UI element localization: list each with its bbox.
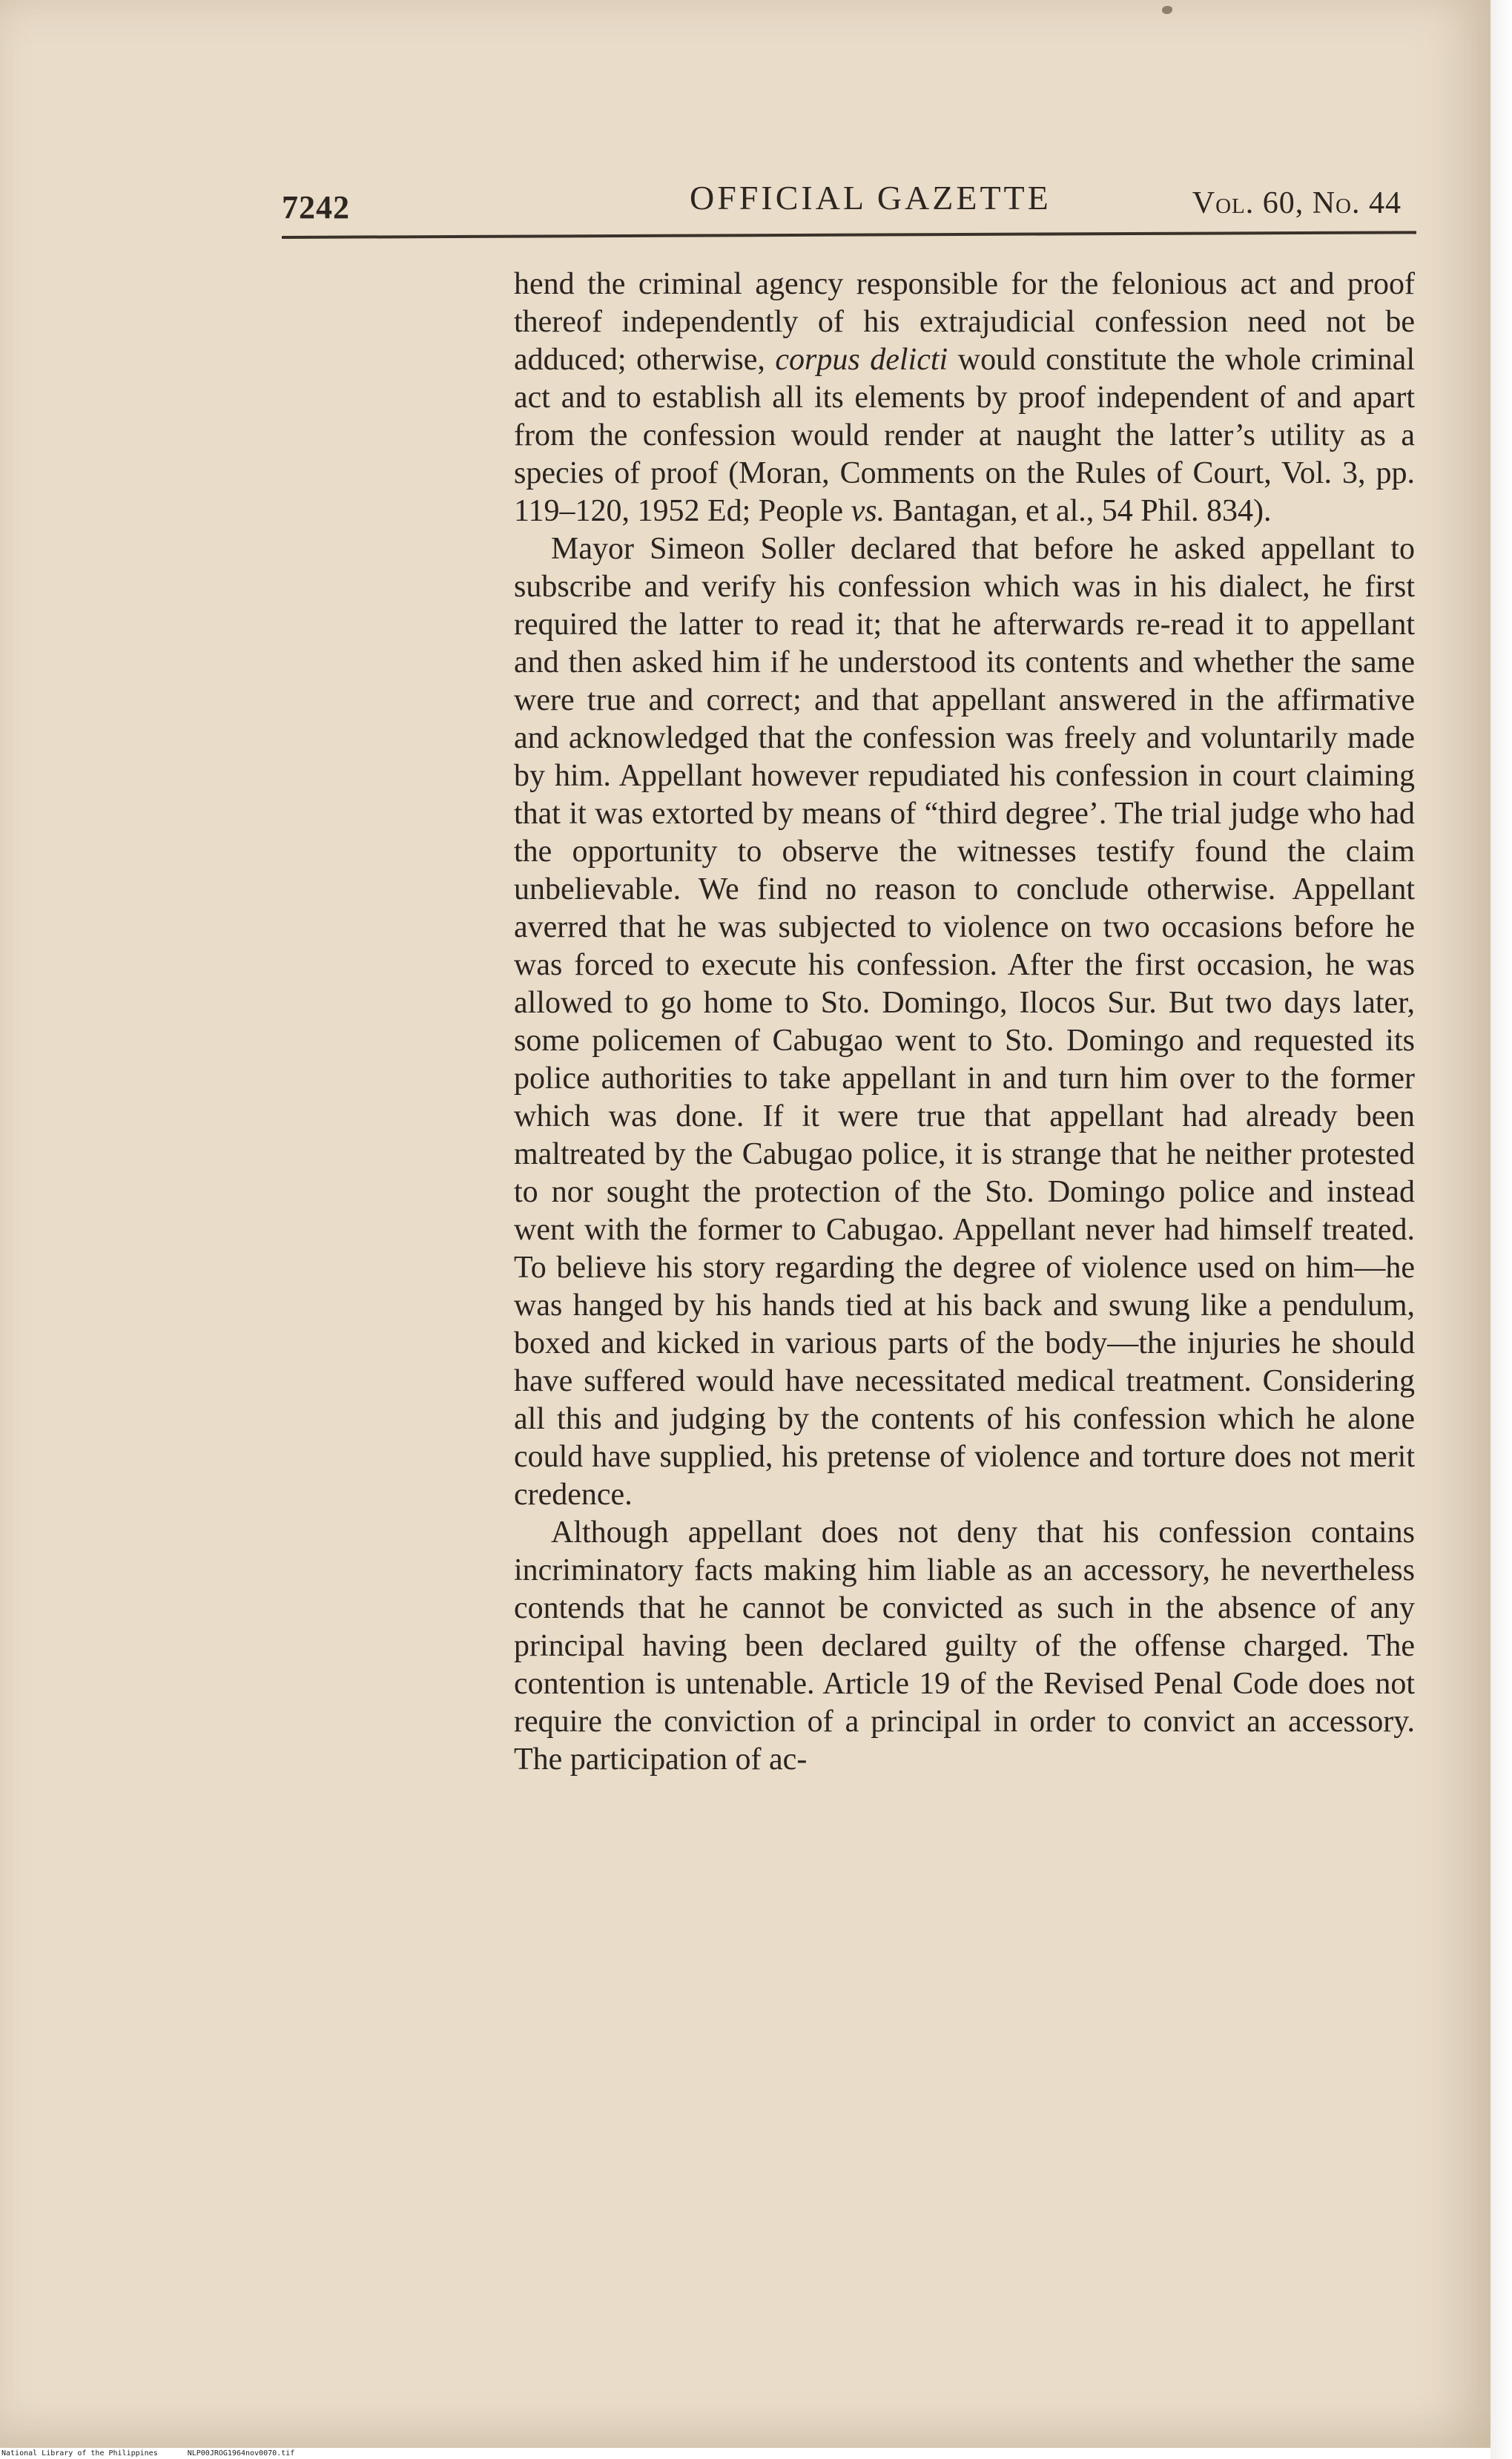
file-name: NLP00JROG1964nov0070.tif	[187, 2449, 295, 2458]
paragraph-text: hend the criminal agency responsible for the felonious act and proof thereof independently of his extrajudicial confession need not be adduced; otherwise,	[514, 267, 1415, 377]
scan-caption	[0, 2449, 294, 2459]
source-label: National Library of the Philippines	[1, 2449, 158, 2458]
italic-term: corpus delicti	[775, 343, 948, 377]
volume-issue	[1192, 185, 1402, 221]
page-number: 7242	[282, 189, 350, 226]
paragraph-text: Bantagan, et al., 54 Phil. 834).	[885, 494, 1272, 528]
running-header	[282, 178, 1409, 230]
paragraph-continued	[514, 266, 1415, 530]
header-rule	[282, 231, 1416, 239]
paragraph-mayor-testimony: Mayor Simeon Soller declared that before he asked appellant to subscribe and verify his confession which was in his dialect, he first required the latter to read it; that he afterwards re-read it to appellant and then asked him if he understood its contents and whether the same were true and correct; and that appellant answered in the affirmative and acknowledged that the confession was freely and voluntarily made by him. Appellant however repudiated his confession in court claiming that it was extorted by means of “third degree’. The trial judge who had the opportunity to observe the witnesses testify found the claim unbelievable. We find no reason to conclude otherwise. Appellant averred that he was subjected to violence on two occasions before he was forced to execute his confession. After the first occasion, he was allowed to go home to Sto. Domingo, Ilocos Sur. But two days later, some policemen of Cabugao went to Sto. Domingo and requested its police authorities to take appellant in and turn him over to the former which was done. If it were true that appellant had already been maltreated by the Cabugao police, it is strange that he neither protested to nor sought the protection of the Sto. Domingo police and instead went with the former to Cabugao. Appellant never had himself treated. To believe his story regarding the degree of violence used on him—he was hanged by his hands tied at his back and swung like a pendulum, boxed and kicked in various parts of the body—the injuries he should have suffered would have necessitated medical treatment. Considering all this and judging by the contents of his confession which he alone could have supplied, his pretense of violence and torture does not merit credence.	[514, 532, 1415, 1512]
page-margin-edge	[1490, 0, 1512, 2459]
article-body	[514, 266, 1415, 1779]
volume-label: Vol. 60, No. 44	[1192, 186, 1402, 220]
italic-term: vs.	[851, 494, 885, 528]
publication-title: OFFICIAL GAZETTE	[690, 179, 1052, 217]
paragraph-accessory: Although appellant does not deny that his confession contains incriminatory facts making him liable as an accessory, he nevertheless contends that he cannot be convicted as such in the absence of any principal having been declared guilty of the offense charged. The contention is untenable. Article 19 of the Revised Penal Code does not require the conviction of a principal in order to convict an accessory. The participation of ac-	[514, 1515, 1415, 1777]
paragraph-text: would constitute the whole criminal act and to establish all its elements by proof independent of and apart from the confession would render at naught the latter’s utility as a species of proof (Moran, Comments on the Rules of Court, Vol. 3, pp. 119–120, 1952 Ed; People	[514, 343, 1415, 528]
ink-speck	[1162, 6, 1172, 14]
